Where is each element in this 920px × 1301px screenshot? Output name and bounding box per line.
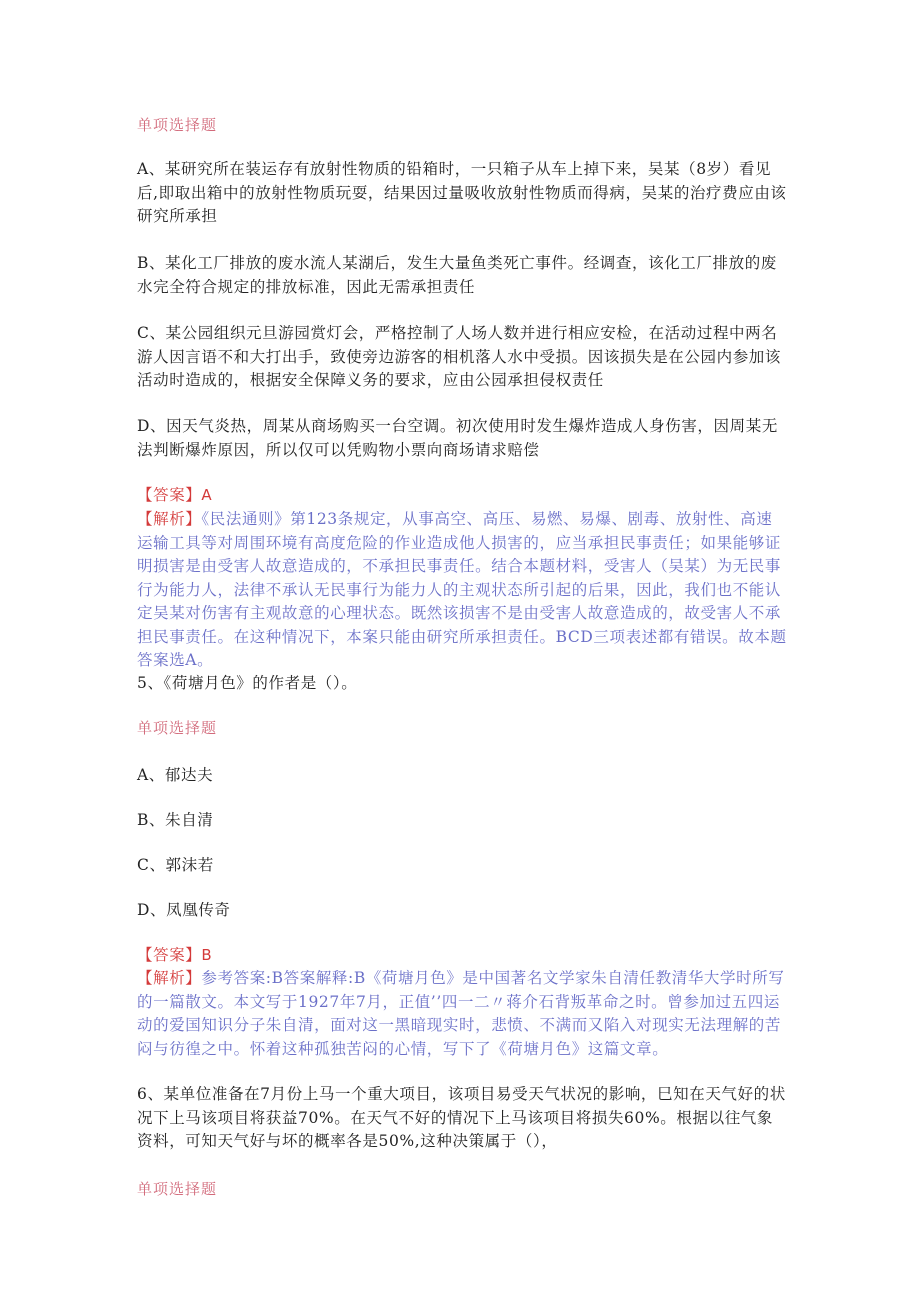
q5-option-b: B、朱自清 [137,811,214,829]
q4-analysis-tag: 【解析】 [137,510,202,528]
q5-stem: 5、《荷塘月色》的作者是（）。 [137,674,358,692]
q5-analysis-text: 参考答案:B答案解释:B《荷塘月色》是中国著名文学家朱自清任教清华大学时所写的一篇散文。本文写于1927年7月，正值’’四一二〃蒋介石背叛革命之时。曾参加过五四运动的爱国知识分子朱自清，面对这一黑暗现实时，悲愤、不满而又陷入对现实无法理解的苦闷与彷徨之中。怀着这种孤独苦闷的心情，写下了《荷塘月色》这篇文章。 [137,969,785,1058]
q5-analysis-tag: 【解析】 [137,969,202,987]
q5-option-c: C、郭沫若 [137,856,214,874]
q5-option-d: D、凤凰传奇 [137,901,231,919]
q5-answer-tag: 【答案】 [137,946,202,964]
q5-analysis [137,967,787,1061]
q4-answer [137,484,787,508]
q4-answer-tag: 【答案】 [137,486,202,504]
q4-option-a: A、某研究所在装运存有放射性物质的铅箱时，一只箱子从车上掉下来，吴某（8岁）看见后,即取出箱中的放射性物质玩耍，结果因过量吸收放射性物质而得病，吴某的治疗费应由该研究所承担 [137,160,787,225]
q4-analysis [137,508,787,673]
q6-type-label: 单项选择题 [137,1180,218,1198]
q5-answer-value: B [201,946,213,964]
q5-answer [137,944,787,968]
q4-type-label: 单项选择题 [137,116,218,134]
q4-option-b: B、某化工厂排放的废水流人某湖后，发生大量鱼类死亡事件。经调查，该化工厂排放的废水完全符合规定的排放标准，因此无需承担责任 [137,254,777,296]
q5-type-label: 单项选择题 [137,719,218,737]
q4-analysis-text: 《民法通则》第123条规定，从事高空、高压、易燃、易爆、剧毒、放射性、高速运输工具等对周围环境有高度危险的作业造成他人损害的，应当承担民事责任；如果能够证明损害是由受害人故意造成的，不承担民事责任。结合本题材料，受害人（吴某）为无民事行为能力人，法律不承认无民事行为能力人的主观状态所引起的后果，因此，我们也不能认定吴某对伤害有主观故意的心理状态。既然该损害不是由受害人故意造成的，故受害人不承担民事责任。在这种情况下，本案只能由研究所承担责任。BCD三项表述都有错误。故本题答案选A。 [137,510,787,669]
q4-option-d: D、因天气炎热，周某从商场购买一台空调。初次使用时发生爆炸造成人身伤害，因周某无法判断爆炸原因，所以仅可以凭购物小票向商场请求赔偿 [137,417,778,459]
q5-option-a: A、郁达夫 [137,766,214,784]
q4-answer-value: A [201,486,213,504]
q6-stem: 6、某单位准备在7月份上马一个重大项目，该项目易受天气状况的影响，巳知在天气好的状况下上马该项目将获益70%。在天气不好的情况下上马该项目将损失60%。根据以往气象资料，可知天气好与坏的概率各是50%,这种决策属于（）， [137,1085,786,1150]
q4-option-c: C、某公园组织元旦游园赏灯会，严格控制了人场人数并进行相应安检，在活动过程中两名游人因言语不和大打出手，致使旁边游客的相机落人水中受损。因该损失是在公园内参加该活动时造成的，根据安全保障义务的要求，应由公园承担侵权责任 [137,324,782,389]
